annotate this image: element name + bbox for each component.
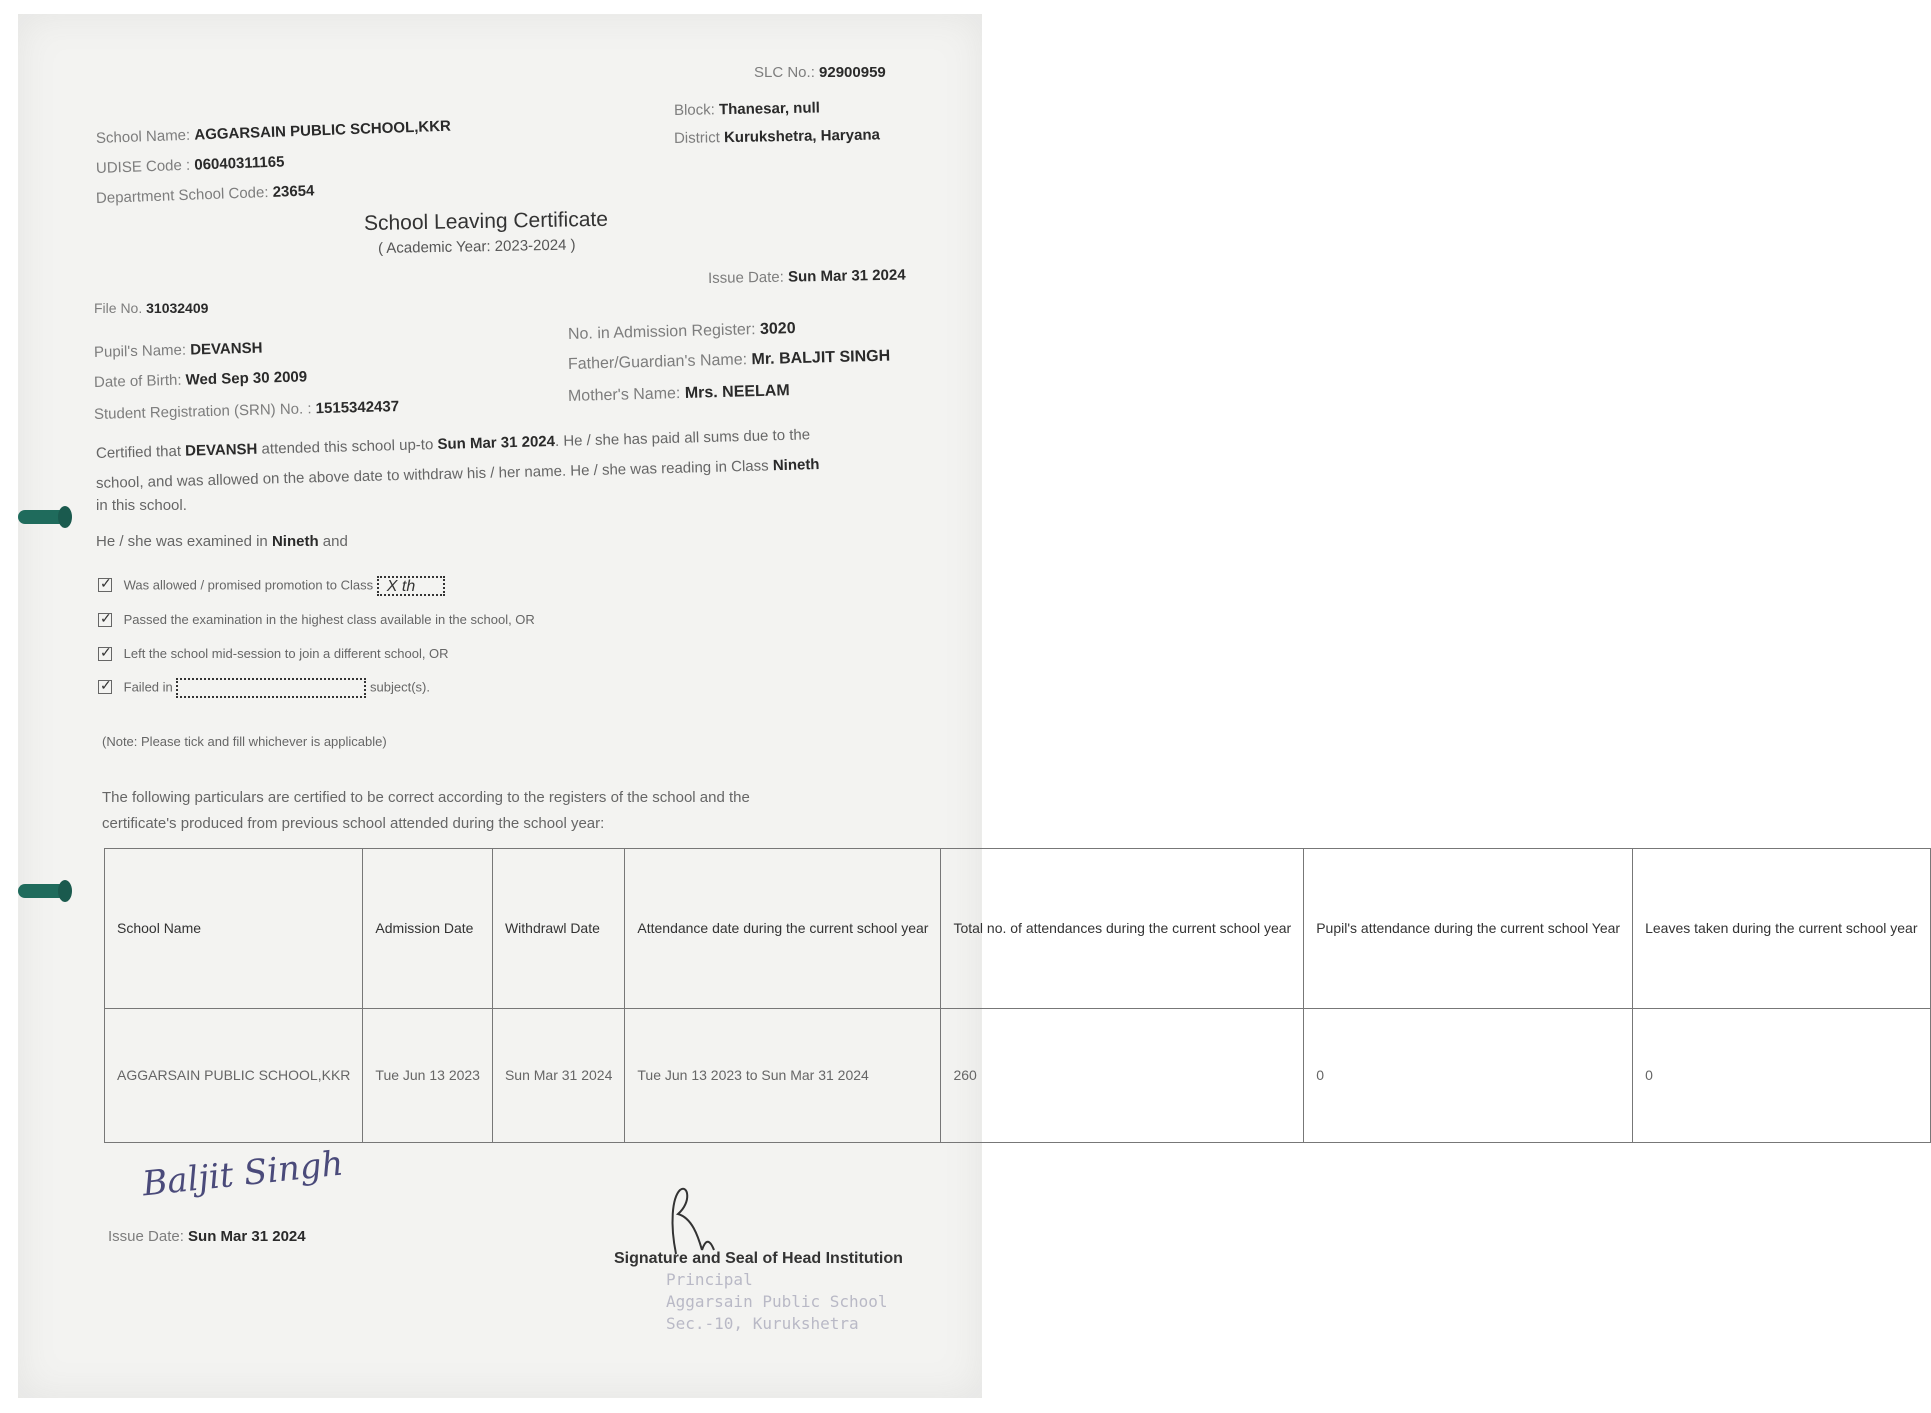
udise-line xyxy=(96,153,285,177)
examined-and: and xyxy=(322,533,348,550)
header-leaves-taken: Leaves taken during the current school year xyxy=(1633,849,1930,1009)
certify-line-2 xyxy=(96,457,820,491)
dept-code-line xyxy=(96,182,315,207)
srn-line xyxy=(94,398,400,423)
father-name-line xyxy=(568,348,891,374)
father-value: Mr. BALJIT SINGH xyxy=(751,347,891,369)
option-passed-label: Passed the examination in the highest class available in the school, OR xyxy=(123,612,535,627)
cell-withdrawl-date: Sun Mar 31 2024 xyxy=(492,1009,624,1143)
option-failed-suffix: subject(s). xyxy=(370,679,430,695)
certify-text-3: . He / she has paid all sums due to the xyxy=(554,426,811,450)
header-admission-date: Admission Date xyxy=(363,849,493,1009)
issue-date-top-label: Issue Date: xyxy=(707,268,785,287)
issue-date-top-value: Sun Mar 31 2024 xyxy=(787,266,906,286)
binder-ring-top xyxy=(18,510,66,524)
option-promotion-label: Was allowed / promised promotion to Class xyxy=(123,577,374,593)
certificate-sheet xyxy=(18,14,1918,1398)
certify-line-3: in this school. xyxy=(96,497,187,514)
binder-ring-bottom xyxy=(18,884,66,898)
certify-date: Sun Mar 31 2024 xyxy=(437,432,556,454)
attendance-table xyxy=(104,848,1931,1143)
failed-subjects-field[interactable] xyxy=(176,678,366,698)
district-line xyxy=(674,126,880,147)
slc-number xyxy=(754,64,886,81)
school-name-value: AGGARSAIN PUBLIC SCHOOL,KKR xyxy=(194,117,452,144)
block-value: Thanesar, null xyxy=(718,99,821,119)
particulars-line-2: certificate's produced from previous school attended during the school year: xyxy=(102,815,605,832)
option-left-checkbox[interactable] xyxy=(98,647,112,661)
certify-class: Nineth xyxy=(772,456,820,475)
header-attendance-date: Attendance date during the current school year xyxy=(625,849,941,1009)
option-left-label: Left the school mid-session to join a different school, OR xyxy=(123,646,449,661)
examined-class: Nineth xyxy=(271,533,319,550)
certify-text-4: school, and was allowed on the above date to withdraw his / her name. He / she was reading in Class xyxy=(95,457,769,492)
srn-value: 1515342437 xyxy=(315,398,400,418)
file-value: 31032409 xyxy=(146,300,209,316)
udise-value: 06040311165 xyxy=(194,153,285,174)
option-failed xyxy=(98,678,430,698)
option-promotion-checkbox[interactable] xyxy=(98,578,112,592)
mother-value: Mrs. NEELAM xyxy=(684,382,790,402)
option-promotion xyxy=(98,576,445,596)
cell-school-name: AGGARSAIN PUBLIC SCHOOL,KKR xyxy=(105,1009,363,1143)
option-left xyxy=(98,646,449,662)
option-passed-checkbox[interactable] xyxy=(98,613,112,627)
stamp-line-3: Sec.-10, Kurukshetra xyxy=(666,1314,859,1333)
pupil-name-label: Pupil's Name: xyxy=(93,341,187,361)
admission-register-line xyxy=(568,320,796,344)
issue-date-bottom xyxy=(108,1228,306,1245)
file-number xyxy=(94,300,208,316)
promotion-class-field[interactable]: X th xyxy=(377,576,445,596)
dob-line xyxy=(94,368,308,391)
dob-label: Date of Birth: xyxy=(93,371,182,391)
parent-signature: Baljit Singh xyxy=(140,1143,346,1205)
file-label: File No. xyxy=(94,300,143,316)
dob-value: Wed Sep 30 2009 xyxy=(185,368,308,389)
header-withdrawl-date: Withdrawl Date xyxy=(492,849,624,1009)
table-header-row xyxy=(105,849,1931,1009)
table-row xyxy=(105,1009,1931,1143)
block-line xyxy=(674,99,820,119)
option-failed-checkbox[interactable] xyxy=(98,680,112,694)
examined-line xyxy=(96,534,348,549)
cell-pupil-attendance: 0 xyxy=(1304,1009,1633,1143)
admission-label: No. in Admission Register: xyxy=(567,321,756,343)
district-value: Kurukshetra, Haryana xyxy=(723,126,881,147)
certify-text-1: Certified that xyxy=(95,442,182,462)
stamp-line-2: Aggarsain Public School xyxy=(666,1292,888,1311)
cell-total-attendances: 260 xyxy=(941,1009,1304,1143)
note-text: (Note: Please tick and fill whichever is applicable) xyxy=(102,734,387,749)
dept-code-label: Department School Code: xyxy=(95,183,269,207)
issue-date-top xyxy=(708,267,906,287)
header-school-name: School Name xyxy=(105,849,363,1009)
particulars-line-1: The following particulars are certified to be correct according to the registers of the school and the xyxy=(102,789,750,806)
srn-label: Student Registration (SRN) No. : xyxy=(93,400,312,423)
certify-pupil-name: DEVANSH xyxy=(184,440,258,460)
slc-label: SLC No.: xyxy=(754,64,815,81)
school-name-line xyxy=(96,118,451,147)
mother-name-line xyxy=(568,382,790,406)
issue-date-bottom-value: Sun Mar 31 2024 xyxy=(188,1228,306,1245)
slc-value: 92900959 xyxy=(819,64,886,81)
academic-year: ( Academic Year: 2023-2024 ) xyxy=(377,236,576,257)
header-pupil-attendance: Pupil's attendance during the current school Year xyxy=(1304,849,1633,1009)
dept-code-value: 23654 xyxy=(272,182,315,201)
option-passed xyxy=(98,612,535,628)
father-label: Father/Guardian's Name: xyxy=(567,351,748,373)
udise-label: UDISE Code : xyxy=(95,156,191,177)
mother-label: Mother's Name: xyxy=(567,385,681,405)
certificate-title: School Leaving Certificate xyxy=(363,207,609,235)
cell-attendance-date: Tue Jun 13 2023 to Sun Mar 31 2024 xyxy=(625,1009,941,1143)
header-total-attendances: Total no. of attendances during the current school year xyxy=(941,849,1304,1009)
head-signature-label: Signature and Seal of Head Institution xyxy=(614,1250,903,1267)
admission-value: 3020 xyxy=(759,320,796,338)
cell-admission-date: Tue Jun 13 2023 xyxy=(363,1009,493,1143)
certify-line-1 xyxy=(96,427,810,461)
pupil-name-line xyxy=(94,340,263,361)
cell-leaves-taken: 0 xyxy=(1633,1009,1930,1143)
district-label: District xyxy=(673,129,720,147)
certify-text-2: attended this school up-to xyxy=(261,436,434,458)
option-failed-label: Failed in xyxy=(123,679,173,695)
pupil-name-value: DEVANSH xyxy=(189,339,263,359)
examined-text: He / she was examined in xyxy=(96,533,268,550)
school-name-label: School Name: xyxy=(95,126,191,147)
issue-date-bottom-label: Issue Date: xyxy=(108,1228,184,1245)
block-label: Block: xyxy=(673,101,716,119)
stamp-line-1: Principal xyxy=(666,1270,753,1289)
